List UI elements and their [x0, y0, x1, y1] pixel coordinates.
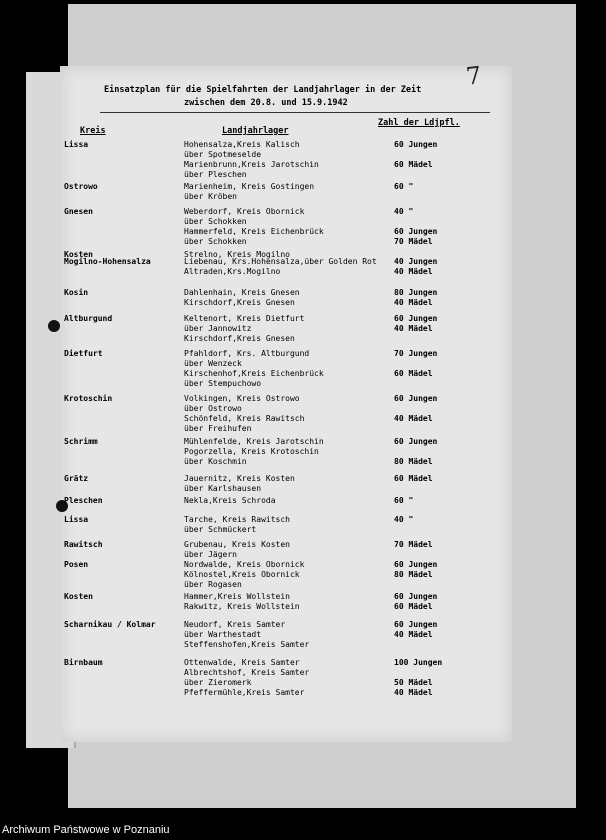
quota-line — [394, 525, 413, 535]
kreis-cell: Lissa — [64, 515, 89, 524]
quota-line — [394, 359, 437, 369]
kreis-cell: Schrimm — [64, 437, 98, 446]
quota-line — [394, 424, 437, 434]
quota-cell — [394, 349, 437, 389]
kreis-cell: Rawitsch — [64, 540, 103, 549]
lager-line: Ottenwalde, Kreis Samter — [184, 658, 300, 667]
lager-line: über Wenzeck — [184, 359, 242, 368]
quota-cell — [394, 620, 437, 650]
quota-cell — [394, 658, 442, 698]
quota-line: 60 Jungen — [394, 314, 438, 323]
lager-line: über Stempuchowo — [184, 379, 262, 388]
kreis-cell: Lissa — [64, 140, 89, 149]
quota-line: 40 Mädel — [394, 688, 433, 697]
quota-line: 40 Mädel — [394, 630, 433, 639]
lager-line: Albrechtshof, Kreis Samter — [184, 668, 310, 677]
lager-line: Pfahldorf, Krs. Altburgund — [184, 349, 310, 358]
quota-line: 40 Mädel — [394, 324, 433, 333]
lager-line: Weberdorf, Kreis Obornick — [184, 207, 305, 216]
kreis-cell: Birnbaum — [64, 658, 103, 667]
lager-cell — [184, 207, 324, 247]
quota-line — [394, 640, 437, 650]
lager-line: Altraden,Krs.Mogilno — [184, 267, 281, 276]
lager-line: über Ostrowo — [184, 404, 242, 413]
kreis-cell: Altburgund — [64, 314, 113, 323]
lager-line: Dahlenhain, Kreis Gnesen — [184, 288, 300, 297]
quota-cell — [394, 140, 437, 180]
quota-line: 60 Mädel — [394, 160, 433, 169]
quota-line — [394, 170, 437, 180]
quota-line — [394, 379, 437, 389]
quota-line: 100 Jungen — [394, 658, 443, 667]
header-zahl: Zahl der Ldjpfl. — [378, 118, 460, 128]
kreis-cell: Dietfurt — [64, 349, 103, 358]
quota-line — [394, 217, 437, 227]
lager-line: Pogorzella, Kreis Krotoschin — [184, 447, 319, 456]
kreis-cell: Gnesen — [64, 207, 93, 216]
quota-line: 80 Mädel — [394, 457, 433, 466]
lager-line: Hammer,Kreis Wollstein — [184, 592, 290, 601]
lager-cell — [184, 515, 290, 535]
lager-cell — [184, 620, 309, 650]
lager-line: Hohensalza,Kreis Kalisch — [184, 140, 300, 149]
kreis-cell: Pleschen — [64, 496, 103, 505]
quota-line: 60 Mädel — [394, 474, 433, 483]
title-rule — [100, 112, 490, 113]
quota-cell — [394, 592, 437, 612]
lager-line: Schönfeld, Kreis Rawitsch — [184, 414, 305, 423]
quota-line: 60 " — [394, 182, 414, 191]
quota-line — [394, 192, 413, 202]
quota-line: 40 Jungen — [394, 257, 438, 266]
quota-line: 60 Jungen — [394, 620, 438, 629]
lager-line: Grubenau, Kreis Kosten — [184, 540, 290, 549]
kreis-cell: Kosten — [64, 250, 93, 259]
lager-line: über Spotmeselde — [184, 150, 262, 159]
lager-line: Kölnostel,Kreis Obornick — [184, 570, 300, 579]
lager-cell — [184, 314, 304, 344]
lager-line: über Freihufen — [184, 424, 252, 433]
quota-line — [394, 150, 437, 160]
quota-line: 40 " — [394, 207, 414, 216]
title-line-1: Einsatzplan für die Spielfahrten der Landjahrlager in der Zeit — [104, 85, 422, 95]
quota-line: 60 Jungen — [394, 140, 438, 149]
lager-line: Hammerfeld, Kreis Eichenbrück — [184, 227, 324, 236]
lager-line: Kirschdorf,Kreis Gnesen — [184, 334, 295, 343]
lager-line: Keltenort, Kreis Dietfurt — [184, 314, 305, 323]
quota-line: 40 " — [394, 515, 414, 524]
quota-line: 80 Mädel — [394, 570, 433, 579]
page-number: 7 — [464, 61, 483, 91]
quota-line: 60 Mädel — [394, 369, 433, 378]
lager-cell — [184, 140, 319, 180]
lager-cell — [184, 257, 377, 277]
quota-line: 60 " — [394, 496, 414, 505]
quota-line: 60 Mädel — [394, 602, 433, 611]
quota-line — [394, 484, 433, 494]
lager-line: Neudorf, Kreis Samter — [184, 620, 286, 629]
punch-hole — [48, 320, 60, 332]
lager-cell — [184, 560, 304, 590]
quota-cell — [394, 474, 433, 494]
lager-line: Marienbrunn,Kreis Jarotschin — [184, 160, 319, 169]
lager-line: über Warthestadt — [184, 630, 262, 639]
quota-cell — [394, 288, 437, 308]
quota-line: 80 Jungen — [394, 288, 438, 297]
lager-line: über Zieromerk — [184, 678, 252, 687]
quota-line: 40 Mädel — [394, 267, 433, 276]
lager-line: über Jannowitz — [184, 324, 252, 333]
quota-line — [394, 447, 437, 457]
kreis-cell: Krotoschin — [64, 394, 113, 403]
lager-line: Liebenau, Krs.Hohensalza,über Golden Rot — [184, 257, 377, 266]
lager-line: über Karlshausen — [184, 484, 262, 493]
quota-line — [394, 404, 437, 414]
quota-line: 70 Jungen — [394, 349, 438, 358]
quota-cell — [394, 496, 413, 506]
lager-line: Nekla,Kreis Schroda — [184, 496, 276, 505]
quota-cell — [394, 182, 413, 202]
lager-cell — [184, 592, 300, 612]
lager-line: Pfeffermühle,Kreis Samter — [184, 688, 305, 697]
lager-line: über Pleschen — [184, 170, 247, 179]
lager-cell — [184, 394, 304, 434]
lager-line: über Schmückert — [184, 525, 257, 534]
quota-cell — [394, 560, 437, 590]
quota-line — [394, 334, 437, 344]
quota-line: 40 Mädel — [394, 298, 433, 307]
quota-cell — [394, 515, 413, 535]
archive-footer: Archiwum Państwowe w Poznaniu — [2, 824, 170, 836]
quota-line: 60 Jungen — [394, 592, 438, 601]
lager-line: Tarche, Kreis Rawitsch — [184, 515, 290, 524]
lager-line: Kirschenhof,Kreis Eichenbrück — [184, 369, 324, 378]
quota-line — [394, 550, 433, 560]
header-lager: Landjahrlager — [222, 126, 289, 136]
quota-line: 50 Mädel — [394, 678, 433, 687]
lager-line: Volkingen, Kreis Ostrowo — [184, 394, 300, 403]
quota-line: 60 Jungen — [394, 227, 438, 236]
lager-line: Jauernitz, Kreis Kosten — [184, 474, 295, 483]
kreis-cell: Scharnikau / Kolmar — [64, 620, 156, 629]
kreis-cell: Kosten — [64, 592, 93, 601]
kreis-cell: Ostrowo — [64, 182, 98, 191]
lager-cell — [184, 496, 276, 506]
quota-line: 70 Mädel — [394, 540, 433, 549]
quota-line: 40 Mädel — [394, 414, 433, 423]
quota-line: 60 Jungen — [394, 437, 438, 446]
lager-cell — [184, 349, 324, 389]
quota-cell — [394, 207, 437, 247]
lager-line: über Schokken — [184, 217, 247, 226]
document-title — [104, 84, 494, 110]
lager-cell — [184, 437, 324, 467]
lager-cell — [184, 540, 290, 560]
lager-line: Steffenshofen,Kreis Samter — [184, 640, 310, 649]
quota-line — [394, 668, 442, 678]
lager-line: über Rogasen — [184, 580, 242, 589]
lager-line: über Koschmin — [184, 457, 247, 466]
lager-cell — [184, 658, 309, 698]
quota-cell — [394, 437, 437, 467]
quota-line: 70 Mädel — [394, 237, 433, 246]
lager-line: Mühlenfelde, Kreis Jarotschin — [184, 437, 324, 446]
kreis-cell: Posen — [64, 560, 89, 569]
lager-line: Nordwalde, Kreis Obornick — [184, 560, 305, 569]
quota-cell — [394, 394, 437, 434]
quota-line — [394, 580, 437, 590]
lager-line: Marienheim, Kreis Gostingen — [184, 182, 315, 191]
title-line-2: zwischen dem 20.8. und 15.9.1942 — [184, 98, 348, 108]
lager-line: Rakwitz, Kreis Wollstein — [184, 602, 300, 611]
quota-cell — [394, 540, 433, 560]
kreis-cell: Kosin — [64, 288, 89, 297]
kreis-cell: Mogilno-Hohensalza — [64, 257, 151, 266]
lager-cell — [184, 182, 314, 202]
quota-cell — [394, 314, 437, 344]
kreis-cell: Grätz — [64, 474, 89, 483]
header-kreis: Kreis — [80, 126, 106, 136]
quota-line: 60 Jungen — [394, 560, 438, 569]
lager-cell — [184, 288, 300, 308]
lager-line: über Schokken — [184, 237, 247, 246]
lager-line: über Jägern — [184, 550, 237, 559]
lager-line: Kirschdorf,Kreis Gnesen — [184, 298, 295, 307]
quota-line: 60 Jungen — [394, 394, 438, 403]
lager-cell — [184, 474, 295, 494]
quota-cell — [394, 257, 437, 277]
lager-line: über Kröben — [184, 192, 237, 201]
lager-line: Strelno, Kreis Mogilno — [184, 250, 290, 259]
